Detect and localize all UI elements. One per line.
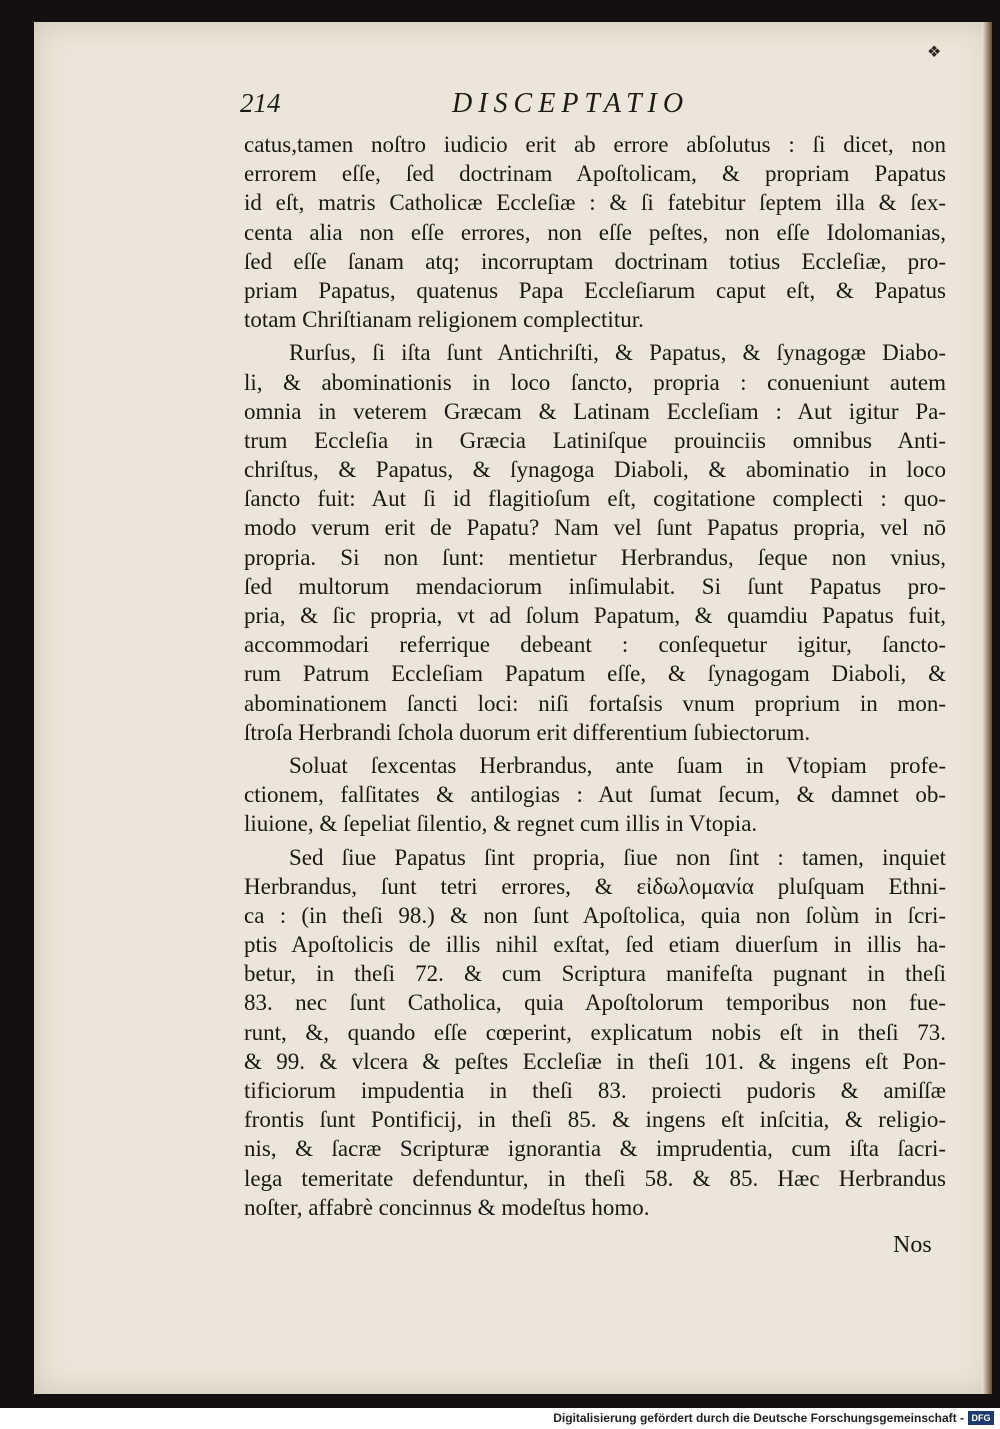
paragraph xyxy=(244,843,946,1222)
funding-credit: Digitalisierung gefördert durch die Deutsche Forschungsgemeinschaft - xyxy=(553,1411,964,1425)
text-line: rum Patrum Eccleſiam Papatum eſſe, & ſynagogam Diaboli, & xyxy=(244,661,946,687)
text-line: li, & abominationis in loco ſancto, propria : conueniunt autem xyxy=(244,369,946,395)
body-text xyxy=(244,130,946,1222)
text-line: noſter, affabrè concinnus & modeſtus homo. xyxy=(244,1194,650,1220)
text-line: accommodari referrique debeant : conſequetur igitur, ſancto- xyxy=(244,632,946,658)
page-edge xyxy=(982,22,992,1394)
paragraph xyxy=(244,751,946,839)
footer xyxy=(0,1408,1000,1429)
text-line: frontis ſunt Pontificij, in theſi 85. & ingens eſt inſcitia, & religio- xyxy=(244,1107,946,1133)
text-line: ctionem, falſitates & antilogias : Aut ſumat ſecum, & damnet ob- xyxy=(244,782,946,808)
text-line: 83. nec ſunt Catholica, quia Apoſtolorum temporibus non fue- xyxy=(244,990,946,1016)
text-line: priam Papatus, quatenus Papa Eccleſiarum caput eſt, & Papatus xyxy=(244,277,946,303)
dfg-logo: DFG xyxy=(968,1411,994,1425)
text-line: lega temeritate defenduntur, in theſi 58. & 85. Hæc Herbrandus xyxy=(244,1165,946,1191)
text-line: Herbrandus, ſunt tetri errores, & εἰδωλομανία pluſquam Ethni- xyxy=(244,873,946,899)
catchword: Nos xyxy=(893,1232,932,1258)
text-line: ca : (in theſi 98.) & non ſunt Apoſtolica, quia non ſolùm in ſcri- xyxy=(244,902,946,928)
text-line: ſed eſſe ſanam atq; incorruptam doctrinam totius Eccleſiæ, pro- xyxy=(244,248,946,274)
text-line: abominationem ſancti loci: niſi fortaſsis vnum proprium in mon- xyxy=(244,690,946,716)
text-line: errorem eſſe, ſed doctrinam Apoſtolicam, & propriam Papatus xyxy=(244,161,946,187)
running-head xyxy=(240,88,960,128)
paragraph xyxy=(244,130,946,334)
text-line: id eſt, matris Catholicæ Eccleſiæ : & ſi fatebitur ſeptem illa & ſex- xyxy=(244,190,946,216)
text-line: ſtroſa Herbrandi ſchola duorum erit differentium ſubiectorum. xyxy=(244,719,811,745)
text-line: betur, in theſi 72. & cum Scriptura manifeſta pugnant in theſi xyxy=(244,961,946,987)
text-line: modo verum erit de Papatu? Nam vel ſunt Papatus propria, vel nō xyxy=(244,515,946,541)
text-line: ſed multorum mendaciorum inſimulabit. Si ſunt Papatus pro- xyxy=(244,573,946,599)
text-line: Rurſus, ſi iſta ſunt Antichriſti, & Papatus, & ſynagogæ Diabo- xyxy=(289,340,946,366)
text-line: catus,tamen noſtro iudicio erit ab errore abſolutus : ſi dicet, non xyxy=(244,132,946,157)
text-line: runt, &, quando eſſe cœperint, explicatum nobis eſt in theſi 73. xyxy=(244,1019,946,1045)
text-line: totam Chriſtianam religionem complectitur. xyxy=(244,307,644,333)
text-line: omnia in veterem Græcam & Latinam Eccleſiam : Aut igitur Pa- xyxy=(244,398,946,424)
running-head-title: DISCEPTATIO xyxy=(452,88,690,119)
text-line: liuione, & ſepeliat ſilentio, & regnet cum illis in Vtopia. xyxy=(244,811,758,837)
corner-mark: ❖ xyxy=(927,44,942,61)
text-line: & 99. & vlcera & peſtes Eccleſiæ in theſi 101. & ingens eſt Pon- xyxy=(244,1048,946,1074)
text-line: ptis Apoſtolicis de illis nihil exſtat, ſed etiam diuerſum in illis ha- xyxy=(244,932,946,958)
text-line: ſancto fuit: Aut ſi id flagitioſum eſt, cogitatione complecti : quo- xyxy=(244,486,946,512)
text-line: chriſtus, & Papatus, & ſynagoga Diaboli, & abominatio in loco xyxy=(244,457,946,483)
text-line: tificiorum impudentia in theſi 83. proiecti pudoris & amiſſæ xyxy=(244,1078,946,1103)
text-line: trum Eccleſia in Græcia Latiniſque prouinciis omnibus Anti- xyxy=(244,427,946,453)
text-line: centa alia non eſſe errores, non eſſe peſtes, non eſſe Idolomanias, xyxy=(244,219,946,245)
text-line: Sed ſiue Papatus ſint propria, ſiue non ſint : tamen, inquiet xyxy=(289,844,946,870)
text-line: Soluat ſexcentas Herbrandus, ante ſuam in Vtopiam profe- xyxy=(289,752,946,778)
paragraph xyxy=(244,338,946,747)
page-number: 214 xyxy=(240,88,281,118)
text-line: propria. Si non ſunt: mentietur Herbrandus, ſeque non vnius, xyxy=(244,544,946,570)
text-line: pria, & ſic propria, vt ad ſolum Papatum, & quamdiu Papatus fuit, xyxy=(244,603,946,628)
text-line: nis, & ſacræ Scripturæ ignorantia & imprudentia, cum iſta ſacri- xyxy=(244,1136,946,1162)
